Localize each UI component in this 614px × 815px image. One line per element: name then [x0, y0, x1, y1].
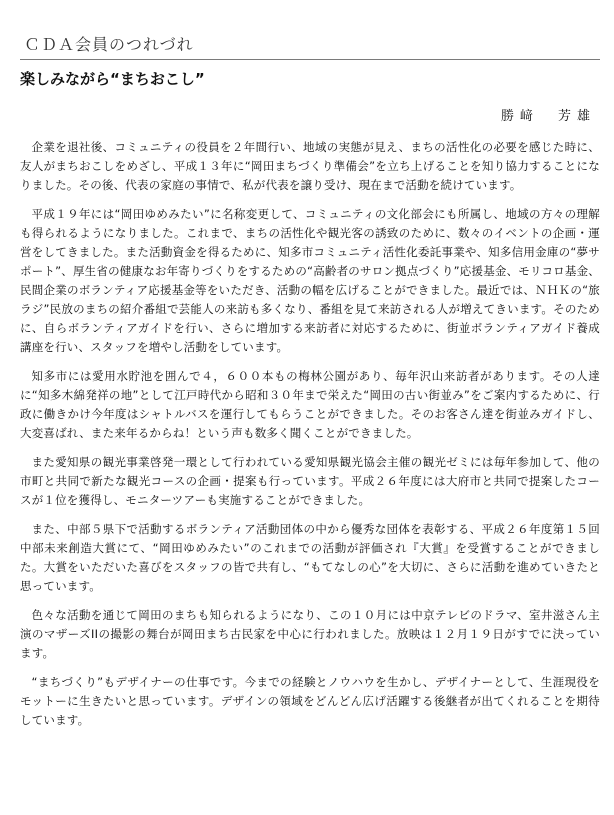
paragraph: また、中部５県下で活動するボランティア活動団体の中から優秀な団体を表彰する、平成２６年度第１５回中部未来創造大賞にて、“岡田ゆめみたい”のこれまでの活動が評価され『大賞』を受賞することができました。大賞をいただいた喜びをスタッフの皆で共有し、“もてなしの心”を大切に、さらに活動を進めていきたと思っています。 — [20, 522, 600, 593]
article-title: 楽しみながら“まちおこし” — [20, 70, 205, 88]
article-body — [20, 138, 600, 730]
paragraph: 企業を退社後、コミュニティの役員を２年間行い、地域の実態が見え、まちの活性化の必要を感じた時に、友人がまちおこしをめざし、平成１３年に“岡田まちづくり準備会”を立ち上げることを知り協力することになりました。その後、代表の家庭の事情で、私が代表を譲り受け、現在まで活動を続けています。 — [20, 140, 600, 192]
paragraph: 平成１９年には“岡田ゆめみたい”に名称変更して、コミュニティの文化部会にも所属し、地域の方々の理解も得られるようになりました。これまで、まちの活性化や観光客の誘致のために、数々のイベントの企画・運営をしてきました。また活動資金を得るために、知多市コミュニティ活性化委託事業や、知多信用金庫の“夢サポート”、厚生省の健康なお年寄りづくりをするための“高齢者のサロン拠点づくり”応援基金、モリコロ基金、民間企業のボランティア応援基金等をいただき、活動の幅を広げることができました。最近では、ＮＨＫの“旅ラジ”民放のまちの紹介番組で芸能人の来訪も多くなり、番組を見て来訪される人が増えてきいます。そのために、自らボランティアガイドを行い、さらに増加する来訪者に対応するために、街並ボランティアガイド養成講座を行い、スタッフを増やし活動をしています。 — [20, 207, 600, 354]
paragraph: また愛知県の観光事業啓発一環として行われている愛知県観光協会主催の観光ゼミには毎年参加して、他の市町と共同で新たな観光コースの企画・提案も行っています。平成２６年度には大府市と共同で提案したコースが１位を獲得し、モニターツアーも実施することができました。 — [20, 455, 600, 507]
paragraph: 知多市には愛用水貯池を囲んで４，６００本もの梅林公園があり、毎年沢山来訪者があります。その人達に“知多木綿発祥の地”として江戸時代から昭和３０年まで栄えた“岡田の古い街並み”をご案内するために、行政に働きかけ今年度はシャトルバスを運行してもらうことができました。そのお客さん達を街並みガイドし、大変喜ばれ、また来年るからね！という声も数多く聞くことができました。 — [20, 369, 600, 440]
paragraph: 色々な活動を通じて岡田のまちも知られるようになり、この１０月には中京テレビのドラマ、室井滋さん主演のマザーズIIの撮影の舞台が岡田まち古民家を中心に行われました。放映は１２月１９日がすでに決っています。 — [20, 608, 600, 660]
column-header: ＣＤＡ会員のつれづれ — [20, 32, 600, 60]
paragraph: “まちづくり”もデザイナーの仕事です。今までの経験とノウハウを生かし、デザイナーとして、生涯現役をモットーに生きたいと思っています。デザインの領域をどんどん広げ活躍する後継者が出てくれることを期待しています。 — [20, 675, 600, 727]
author-name: 勝﨑 芳雄 — [500, 109, 596, 124]
